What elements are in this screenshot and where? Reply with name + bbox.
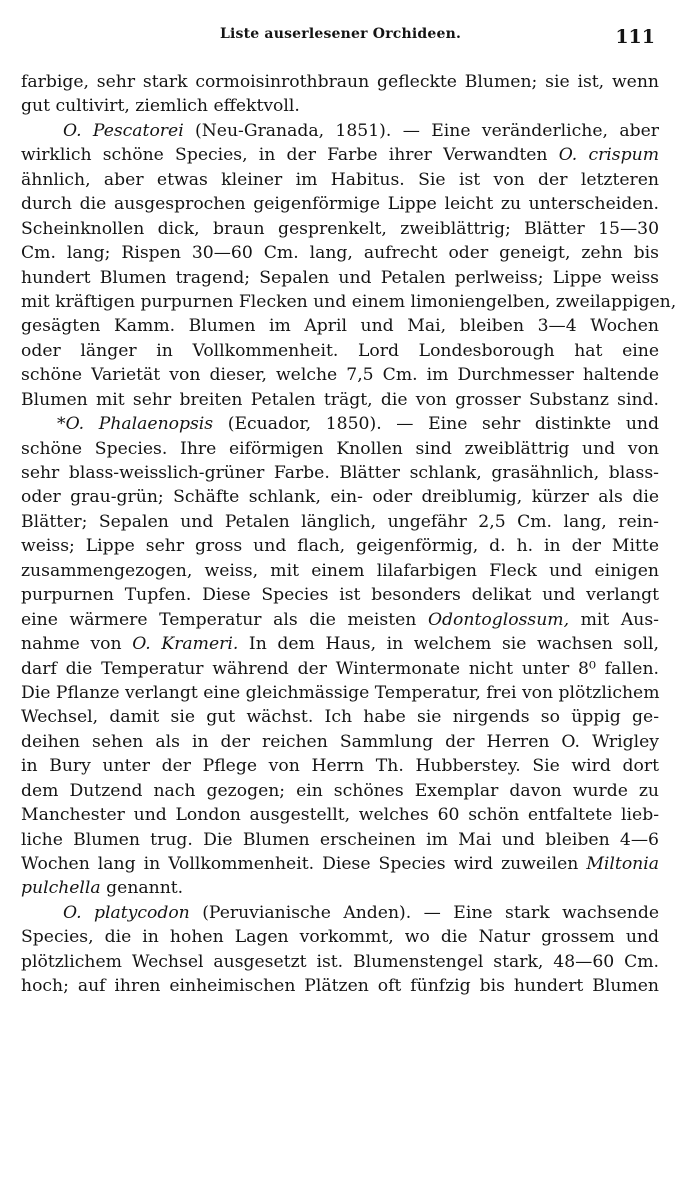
text-line: Scheinknollen dick, braun gesprenkelt, zweiblättrig; Blätter 15—30 [21, 218, 659, 239]
text-line: in Bury unter der Pflege von Herrn Th. Hubberstey. Sie wird dort [21, 756, 659, 777]
text-line [21, 143, 659, 167]
text-line: ähnlich, aber etwas kleiner im Habitus. Sie ist von der letzteren [21, 169, 659, 190]
page-number: 111 [615, 26, 655, 48]
text-line [21, 412, 659, 436]
text-line: sehr blass-weisslich-grüner Farbe. Blätter schlank, grasähnlich, blass- [21, 463, 659, 483]
text-line: hoch; auf ihren einheimischen Plätzen oft fünfzig bis hundert Blumen [21, 976, 659, 997]
genus-name: Odontoglossum, [427, 609, 570, 630]
text-line: oder länger in Vollkommenheit. Lord Londesborough hat eine [21, 340, 659, 361]
species-name: O. platycodon [63, 902, 190, 923]
text-line: mit kräftigen purpurnen Flecken und einem limoniengelben, zweilappigen, [21, 291, 677, 312]
text-line: durch die ausgesprochen geigenförmige Lippe leicht zu unterscheiden. [21, 194, 659, 215]
species-name: pulchella [21, 878, 101, 899]
text-line: Species, die in hohen Lagen vorkommt, wo die Natur grossem und [21, 927, 659, 948]
text-line [21, 632, 659, 656]
text-span: eine wärmere Temperatur als die meisten [21, 609, 428, 630]
text-line: gesägten Kamm. Blumen im April und Mai, bleiben 3—4 Wochen [21, 316, 659, 337]
species-name: O. crispum [558, 145, 659, 166]
running-head [0, 18, 681, 58]
text-line: gut cultivirt, ziemlich effektvoll. [21, 96, 300, 117]
text-line [21, 876, 659, 900]
text-line: zusammengezogen, weiss, mit einem lilafarbigen Fleck und einigen [21, 560, 659, 581]
text-line: Cm. lang; Rispen 30—60 Cm. lang, aufrecht oder geneigt, zehn bis [21, 243, 659, 264]
text-line: farbige, sehr stark cormoisinrothbraun gefleckte Blumen; sie ist, wenn [21, 72, 659, 92]
text-line: Blumen mit sehr breiten Petalen trägt, die von grosser Substanz sind. [21, 389, 659, 410]
text-line: Blätter; Sepalen und Petalen länglich, ungefähr 2,5 Cm. lang, rein- [21, 511, 659, 532]
body-text [21, 70, 677, 999]
text-line: liche Blumen trug. Die Blumen erscheinen im Mai und bleiben 4—6 [21, 829, 659, 850]
text-line [21, 608, 659, 632]
text-span: wirklich schöne Species, in der Farbe ihrer Verwandten [21, 145, 559, 166]
text-line: Wechsel, damit sie gut wächst. Ich habe sie nirgends so üppig ge- [21, 707, 659, 728]
species-name: O. Pescatorei [63, 120, 184, 141]
text-line: Die Pflanze verlangt eine gleichmässige Temperatur, frei von plötzlichem [21, 682, 660, 703]
species-name: *O. Phalaenopsis [57, 414, 214, 435]
text-line: schöne Varietät von dieser, welche 7,5 Cm. im Durchmesser haltende [21, 365, 659, 386]
running-title: Liste auserlesener Orchideen. [219, 26, 462, 42]
text-line [21, 119, 659, 143]
text-span: Wochen lang in Vollkommenheit. Diese Species wird zuweilen [21, 854, 587, 874]
text-line: schöne Species. Ihre eiförmigen Knollen sind zweiblättrig und von [21, 438, 659, 459]
text-line: purpurnen Tupfen. Diese Species ist besonders delikat und verlangt [21, 585, 659, 606]
text-line: deihen sehen als in der reichen Sammlung der Herren O. Wrigley [21, 731, 659, 752]
text-line: weiss; Lippe sehr gross und flach, geigenförmig, d. h. in der Mitte [21, 536, 659, 557]
text-line: oder grau-grün; Schäfte schlank, ein- oder dreiblumig, kürzer als die [21, 487, 659, 508]
text-line: hundert Blumen tragend; Sepalen und Petalen perlweiss; Lippe weiss [21, 267, 659, 288]
text-span: nahme von [21, 634, 133, 655]
text-line: dem Dutzend nach gezogen; ein schönes Exemplar davon wurde zu [21, 780, 659, 801]
text-span: mit Aus- [569, 609, 659, 630]
text-line: darf die Temperatur während der Wintermonate nicht unter 8⁰ fallen. [21, 658, 659, 679]
text-span: (Peruvianische Anden). — Eine stark wachsende [189, 902, 659, 923]
text-line [21, 901, 659, 925]
text-line: Manchester und London ausgestellt, welches 60 schön entfaltete lieb- [21, 805, 659, 826]
text-span: genannt. [100, 878, 184, 899]
text-line [21, 852, 659, 876]
species-name: Miltonia [586, 854, 659, 874]
species-name: O. Krameri. [132, 634, 239, 655]
text-line: plötzlichem Wechsel ausgesetzt ist. Blumenstengel stark, 48—60 Cm. [21, 951, 659, 972]
text-span: (Ecuador, 1850). — Eine sehr distinkte und [213, 414, 659, 435]
text-span: (Neu-Granada, 1851). — Eine veränderliche, aber [183, 120, 659, 141]
text-span: In dem Haus, in welchem sie wachsen soll, [238, 634, 659, 655]
